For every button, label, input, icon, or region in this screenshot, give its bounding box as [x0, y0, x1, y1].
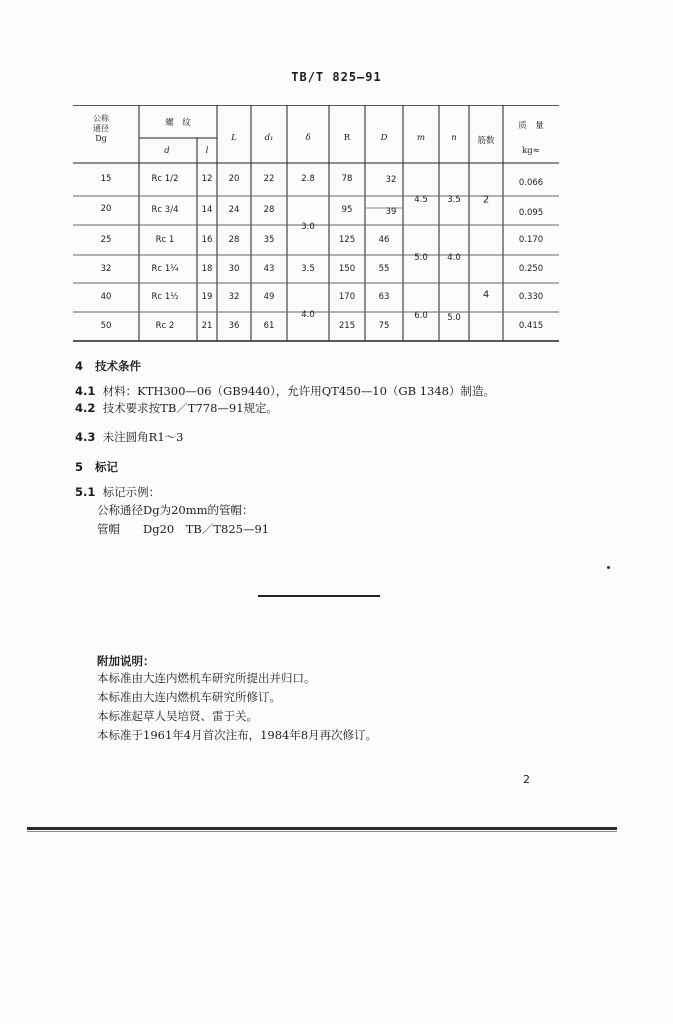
table-cell: 215 — [338, 321, 356, 331]
table-cell: 170 — [338, 292, 356, 302]
header-delta: δ — [305, 133, 311, 143]
table-cell: 5.0 — [447, 313, 461, 323]
table-cell: 25 — [100, 235, 112, 245]
section-5-heading: 5 标记 — [75, 460, 119, 474]
table-cell: 32 — [385, 175, 397, 185]
table-cell: 150 — [338, 264, 356, 274]
table-cell: 28 — [228, 235, 240, 245]
table-cell: 36 — [228, 321, 240, 331]
table-cell: 39 — [385, 207, 397, 217]
header-D: D — [380, 133, 388, 143]
table-cell: 0.330 — [518, 292, 544, 302]
section-4-3: 4.3 未注圆角R1～3 — [75, 430, 184, 444]
notes-title: 附加说明： — [97, 654, 155, 668]
section-4-2: 4.2 技术要求按TB／T778—91规定。 — [75, 401, 279, 415]
table-cell: 4.5 — [414, 195, 428, 205]
table-cell: 0.250 — [518, 264, 544, 274]
table-cell: 30 — [228, 264, 240, 274]
header-m: m — [416, 133, 426, 143]
table-cell: 6.0 — [414, 311, 428, 321]
section-divider — [258, 595, 380, 597]
table-cell: 125 — [338, 235, 356, 245]
table-cell: 2.8 — [301, 174, 315, 184]
page-number: 2 — [523, 773, 530, 786]
table-cell: 63 — [378, 292, 390, 302]
header-d: d — [164, 146, 170, 156]
table-cell: 3.0 — [301, 222, 315, 232]
table-cell: 95 — [341, 205, 353, 215]
table-cell: 16 — [201, 235, 213, 245]
header-mass-unit: kg≈ — [522, 146, 540, 156]
header-R: R — [343, 133, 351, 143]
notes-line: 本标准由大连内燃机车研究所提出并归口。 — [97, 671, 316, 685]
table-cell: 55 — [378, 264, 390, 274]
header-L: L — [231, 133, 237, 143]
table-cell: 22 — [263, 174, 275, 184]
table-cell: Rc 3/4 — [151, 205, 179, 215]
table-cell: 49 — [263, 292, 275, 302]
section-5-1: 5.1 标记示例： — [75, 485, 161, 499]
table-cell: 24 — [228, 205, 240, 215]
header-nominal-diameter: 公称 通径 Dg — [93, 114, 109, 143]
marking-example-line1: 公称通径Dg为20mm的管帽： — [97, 503, 254, 517]
table-cell: 32 — [228, 292, 240, 302]
table-cell: 32 — [100, 264, 112, 274]
table-cell: 0.170 — [518, 235, 544, 245]
header-d1: d₁ — [264, 133, 274, 143]
table-cell: 21 — [201, 321, 213, 331]
header-ribs: 筋数 — [477, 136, 495, 146]
table-cell: 20 — [100, 204, 112, 214]
header-thread: 螺 纹 — [165, 118, 191, 128]
section-4-heading: 4 技术条件 — [75, 359, 142, 373]
table-cell: 40 — [100, 292, 112, 302]
table-cell: Rc 2 — [155, 321, 175, 331]
notes-line: 本标准由大连内燃机车研究所修订。 — [97, 690, 281, 704]
table-cell: 78 — [341, 174, 353, 184]
table-cell: 0.415 — [518, 321, 544, 331]
table-cell: 5.0 — [414, 253, 428, 263]
marking-example-line2: 管帽 Dg20 TB／T825—91 — [97, 522, 270, 536]
table-cell: 20 — [228, 174, 240, 184]
standard-number-header: TB/T 825—91 — [291, 70, 382, 84]
table-cell: 50 — [100, 321, 112, 331]
notes-line: 本标准于1961年4月首次注布，1984年8月再次修订。 — [97, 728, 378, 742]
table-cell: 15 — [100, 174, 112, 184]
table-cell: 75 — [378, 321, 390, 331]
table-cell: 4 — [482, 289, 490, 301]
table-cell: Rc 1/2 — [151, 174, 179, 184]
header-n: n — [451, 133, 457, 143]
section-4-1: 4.1 材料：KTH300—06（GB9440），允许用QT450—10（GB 1348）制造。 — [75, 384, 495, 398]
table-cell: Rc 1¼ — [151, 264, 179, 274]
footer-rule-thin — [27, 831, 617, 832]
table-cell: 2 — [482, 194, 490, 206]
table-cell: 43 — [263, 264, 275, 274]
dimensions-table — [73, 105, 559, 342]
table-cell: 3.5 — [447, 195, 461, 205]
table-cell: 4.0 — [301, 310, 315, 320]
notes-line: 本标准起草人吴培贤、雷于关。 — [97, 709, 258, 723]
header-mass: 质 量 — [518, 121, 544, 131]
table-cell: 0.066 — [518, 178, 544, 188]
header-l: l — [205, 146, 209, 156]
scan-speck — [607, 566, 610, 569]
table-cell: 14 — [201, 205, 213, 215]
table-cell: 19 — [201, 292, 213, 302]
table-cell: 61 — [263, 321, 275, 331]
footer-rule — [27, 827, 617, 830]
table-cell: Rc 1½ — [151, 292, 179, 302]
table-cell: 4.0 — [447, 253, 461, 263]
table-cell: 46 — [378, 235, 390, 245]
table-cell: 12 — [201, 174, 213, 184]
table-cell: 3.5 — [301, 264, 315, 274]
table-cell: 18 — [201, 264, 213, 274]
table-cell: 35 — [263, 235, 275, 245]
table-cell: Rc 1 — [155, 235, 175, 245]
table-cell: 0.095 — [518, 208, 544, 218]
table-cell: 28 — [263, 205, 275, 215]
